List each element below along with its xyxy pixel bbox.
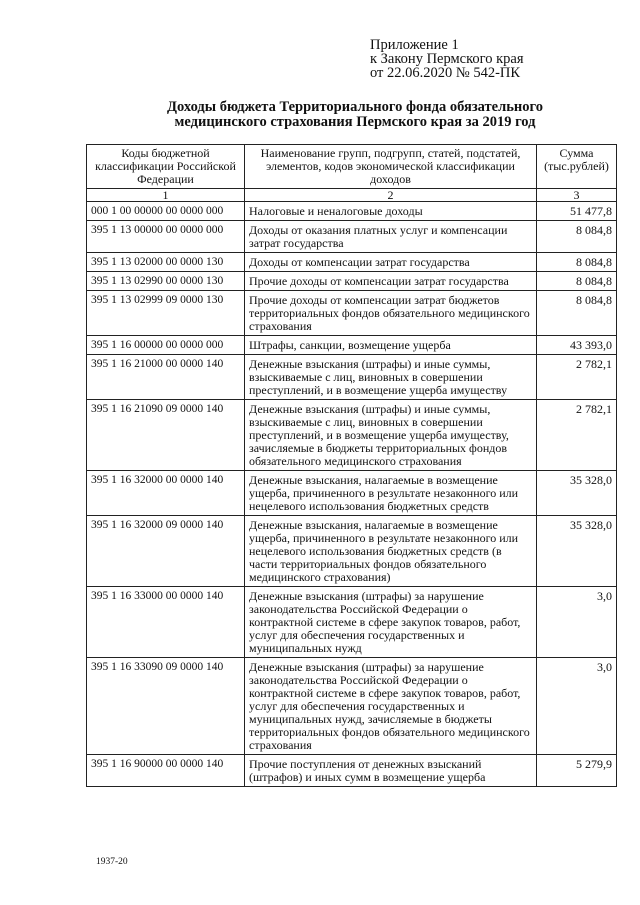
table-row <box>87 202 617 221</box>
header-amount: Сумма (тыс.рублей) <box>537 145 617 189</box>
title-line-2: медицинского страхования Пермского края за 2019 год <box>174 114 536 130</box>
row-name: Налоговые и неналоговые доходы <box>245 202 537 221</box>
row-code: 395 1 16 21090 09 0000 140 <box>87 400 245 471</box>
row-amount: 5 279,9 <box>537 755 617 787</box>
table-row <box>87 471 617 516</box>
table-row <box>87 253 617 272</box>
row-amount: 8 084,8 <box>537 272 617 291</box>
table-row <box>87 336 617 355</box>
table-row <box>87 291 617 336</box>
row-code: 395 1 13 02990 00 0000 130 <box>87 272 245 291</box>
row-code: 395 1 16 00000 00 0000 000 <box>87 336 245 355</box>
row-amount: 8 084,8 <box>537 253 617 272</box>
column-number: 1 <box>87 189 245 202</box>
row-name: Доходы от компенсации затрат государства <box>245 253 537 272</box>
appendix-line-3: от 22.06.2020 № 542-ПК <box>370 65 521 81</box>
appendix-header <box>370 38 524 80</box>
table-row <box>87 400 617 471</box>
column-number-row <box>87 189 617 202</box>
title-line-1: Доходы бюджета Территориального фонда обязательного <box>167 99 543 115</box>
row-name: Денежные взыскания (штрафы) за нарушение законодательства Российской Федерации о контрактной системе в сфере закупок товаров, работ, услуг для обеспечения государственных и муниципальных нужд, зачисляемые в бюджеты территориальных фондов обязательного медицинского страхования <box>245 658 537 755</box>
row-code: 395 1 13 02999 09 0000 130 <box>87 291 245 336</box>
row-name: Прочие доходы от компенсации затрат бюджетов территориальных фондов обязательного медицинского страхования <box>245 291 537 336</box>
table-row <box>87 355 617 400</box>
document-title <box>120 100 590 130</box>
row-amount: 43 393,0 <box>537 336 617 355</box>
row-code: 395 1 16 90000 00 0000 140 <box>87 755 245 787</box>
table-row <box>87 221 617 253</box>
budget-revenue-table <box>86 144 617 787</box>
row-amount: 8 084,8 <box>537 221 617 253</box>
row-name: Денежные взыскания (штрафы) за нарушение законодательства Российской Федерации о контрактной системе в сфере закупок товаров, работ, услуг для обеспечения государственных и муниципальных нужд <box>245 587 537 658</box>
row-amount: 35 328,0 <box>537 471 617 516</box>
row-name: Прочие поступления от денежных взысканий (штрафов) и иных сумм в возмещение ущерба <box>245 755 537 787</box>
row-name: Доходы от оказания платных услуг и компенсации затрат государства <box>245 221 537 253</box>
row-code: 395 1 13 02000 00 0000 130 <box>87 253 245 272</box>
row-amount: 2 782,1 <box>537 355 617 400</box>
row-code: 395 1 16 21000 00 0000 140 <box>87 355 245 400</box>
row-code: 395 1 16 32000 00 0000 140 <box>87 471 245 516</box>
document-code: 1937-20 <box>96 857 128 867</box>
table-header-row <box>87 145 617 189</box>
row-code: 395 1 13 00000 00 0000 000 <box>87 221 245 253</box>
row-code: 395 1 16 32000 09 0000 140 <box>87 516 245 587</box>
header-codes: Коды бюджетной классификации Российской Федерации <box>87 145 245 189</box>
row-amount: 3,0 <box>537 587 617 658</box>
row-amount: 2 782,1 <box>537 400 617 471</box>
row-amount: 35 328,0 <box>537 516 617 587</box>
table-row <box>87 516 617 587</box>
row-name: Денежные взыскания, налагаемые в возмещение ущерба, причиненного в результате незаконного или нецелевого использования бюджетных средств <box>245 471 537 516</box>
row-code: 395 1 16 33000 00 0000 140 <box>87 587 245 658</box>
row-name: Прочие доходы от компенсации затрат государства <box>245 272 537 291</box>
table-row <box>87 587 617 658</box>
row-name: Денежные взыскания (штрафы) и иные суммы, взыскиваемые с лиц, виновных в совершении преступлений, и в возмещение ущерба имуществу, зачисляемые в бюджеты территориальных фондов обязательного медицинского страхования <box>245 400 537 471</box>
row-name: Денежные взыскания (штрафы) и иные суммы, взыскиваемые с лиц, виновных в совершении преступлений, и в возмещение ущерба имуществу <box>245 355 537 400</box>
column-number: 2 <box>245 189 537 202</box>
appendix-line-1: Приложение 1 <box>370 37 459 53</box>
row-name: Штрафы, санкции, возмещение ущерба <box>245 336 537 355</box>
table-row <box>87 755 617 787</box>
appendix-line-2: к Закону Пермского края <box>370 51 524 67</box>
table-row <box>87 272 617 291</box>
row-code: 000 1 00 00000 00 0000 000 <box>87 202 245 221</box>
header-names: Наименование групп, подгрупп, статей, подстатей, элементов, кодов экономической классификации доходов <box>245 145 537 189</box>
row-amount: 3,0 <box>537 658 617 755</box>
row-name: Денежные взыскания, налагаемые в возмещение ущерба, причиненного в результате незаконного или нецелевого использования бюджетных средств (в части территориальных фондов обязательного медицинского страхования) <box>245 516 537 587</box>
row-amount: 8 084,8 <box>537 291 617 336</box>
column-number: 3 <box>537 189 617 202</box>
table-row <box>87 658 617 755</box>
row-amount: 51 477,8 <box>537 202 617 221</box>
row-code: 395 1 16 33090 09 0000 140 <box>87 658 245 755</box>
